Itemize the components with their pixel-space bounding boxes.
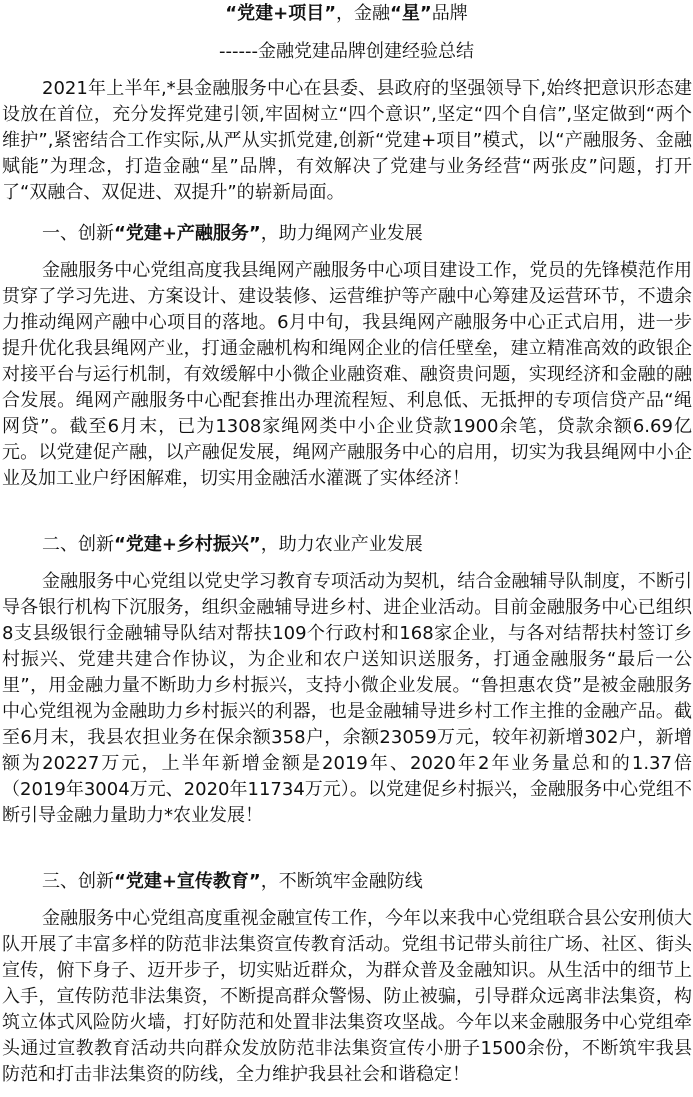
document-subtitle: ------金融党建品牌创建经验总结	[219, 41, 474, 62]
section-heading-1	[42, 221, 423, 247]
intro-paragraph: 2021年上半年,*县金融服务中心在县委、县政府的坚强领导下,始终把意识形态建设放在首位，充分发挥党建引领,牢固树立“四个意识”,坚定“四个自信”,坚定做到“两个维护”,紧密结合工作实际,从严从实抓党建,创新“党建+项目”模式，以“产融服务、金融赋能”为理念，打造金融“星”品牌，有效解决了党建与业务经营“两张皮”问题，打开了“双融合、双促进、双提升”的崭新局面。	[2, 78, 692, 203]
section-body-1: 金融服务中心党组高度我县绳网产融服务中心项目建设工作，党员的先锋模范作用贯穿了学习先进、方案设计、建设装修、运营维护等产融中心筹建及运营环节，不遗余力推动绳网产融中心项目的落地。6月中旬，我县绳网产融服务中心正式启用，进一步提升优化我县绳网产业，打通金融机构和绳网企业的信任壁垒，建立精准高效的政银企对接平台与运行机制，有效缓解中小微企业融资难、融资贵问题，实现经济和金融的融合发展。绳网产融服务中心配套推出办理流程短、利息低、无抵押的专项信贷产品“绳网贷”。截至6月末，已为1308家绳网类中小企业贷款1900余笔，贷款余额6.69亿元。以党建促产融，以产融促发展，绳网产融服务中心的启用，切实为我县绳网中小企业及加工业户纾困解难，切实用金融活水灌溉了实体经济！	[2, 260, 692, 489]
section-heading-1-highlight: “党建+产融服务”	[114, 223, 261, 244]
section-heading-3-highlight: “党建+宣传教育”	[114, 871, 261, 892]
section-heading-3	[42, 869, 423, 895]
section-heading-2	[42, 532, 423, 558]
section-heading-2-prefix: 二、创新	[42, 534, 114, 555]
title-end-part: 品牌	[431, 3, 468, 24]
title-middle-part: ，金融	[336, 3, 391, 24]
section-heading-2-highlight: “党建+乡村振兴”	[114, 534, 261, 555]
section-heading-2-suffix: ，助力农业产业发展	[260, 534, 423, 555]
section-heading-3-prefix: 三、创新	[42, 871, 114, 892]
title-quote-part: “党建+项目”	[225, 3, 337, 24]
section-heading-3-suffix: ，不断筑牢金融防线	[260, 871, 423, 892]
section-body-2: 金融服务中心党组以党史学习教育专项活动为契机，结合金融辅导队制度，不断引导各银行机构下沉服务，组织金融辅导进乡村、进企业活动。目前金融服务中心已组织8支县级银行金融辅导队结对帮扶109个行政村和168家企业，与各对结帮扶村签订乡村振兴、党建共建合作协议，为企业和农户送知识送服务，打通金融服务“最后一公里”，用金融力量不断助力乡村振兴，支持小微企业发展。“鲁担惠农贷”是被金融服务中心党组视为金融助力乡村振兴的利器，也是金融辅导进乡村工作主推的金融产品。截至6月末，我县农担业务在保余额358户，余额23059万元，较年初新增302户，新增额为20227万元，上半年新增金额是2019年、2020年2年业务量总和的1.37倍（2019年3004万元、2020年11734万元）。以党建促乡村振兴，金融服务中心党组不断引导金融力量助力*农业发展！	[2, 571, 692, 826]
section-body-3: 金融服务中心党组高度重视金融宣传工作，今年以来我中心党组联合县公安刑侦大队开展了丰富多样的防范非法集资宣传教育活动。党组书记带头前往广场、社区、街头宣传，俯下身子、迈开步子，切实贴近群众，为群众普及金融知识。从生活中的细节上入手，宣传防范非法集资，不断提高群众警惕、防止被骗，引导群众远离非法集资，构筑立体式风险防火墙，打好防范和处置非法集资攻坚战。今年以来金融服务中心党组牵头通过宣教教育活动共向群众发放防范非法集资宣传小册子1500余份，不断筑牢我县防范和打击非法集资的防线，全力维护我县社会和谐稳定！	[2, 908, 692, 1085]
section-heading-1-prefix: 一、创新	[42, 223, 114, 244]
document-title	[0, 1, 693, 27]
section-heading-1-suffix: ，助力绳网产业发展	[260, 223, 423, 244]
title-star-part: “星”	[390, 3, 432, 24]
